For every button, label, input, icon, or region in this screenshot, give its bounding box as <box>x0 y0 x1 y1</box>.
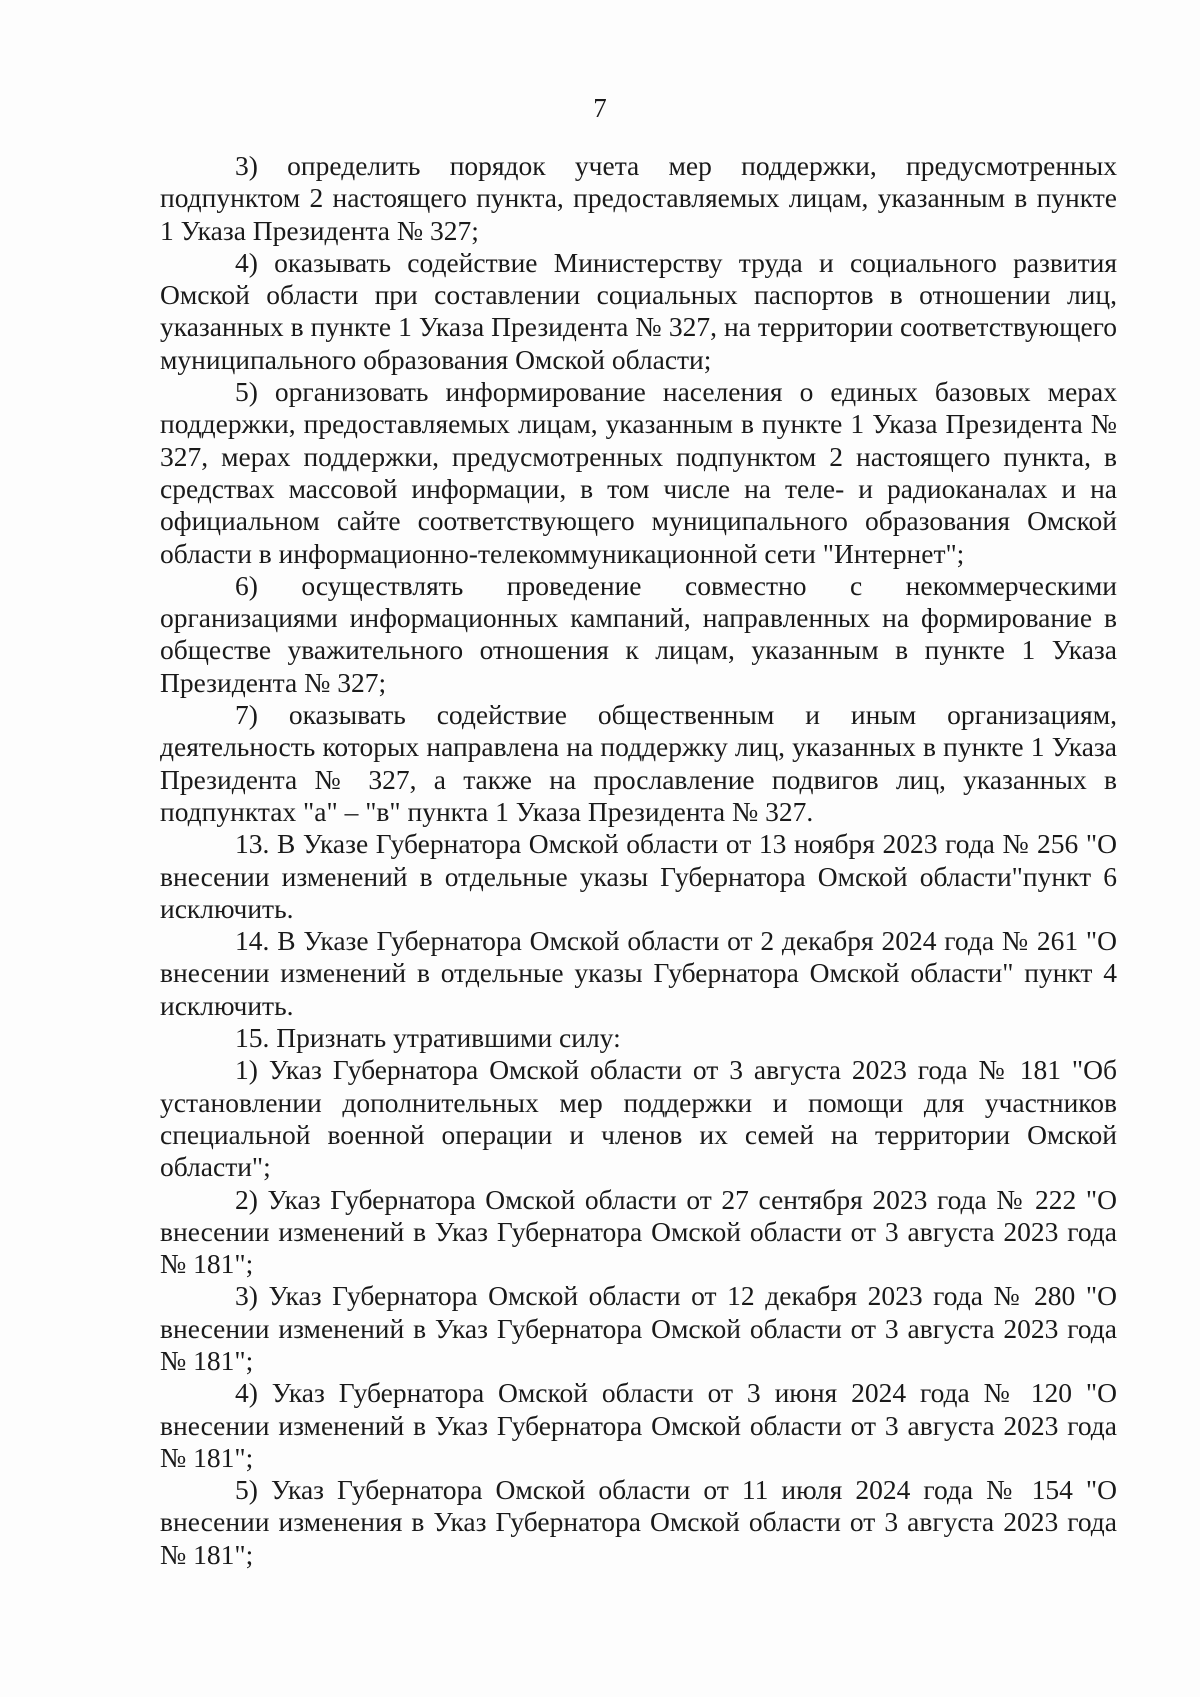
paragraph-item-7: 7) оказывать содействие общественным и иным организациям, деятельность которых направлена на поддержку лиц, указанных в пункте 1 Указа Президента № 327, а также на прославление подвигов лиц, указанных в подпунктах "а" – "в" пункта 1 Указа Президента № 327. <box>160 699 1117 827</box>
paragraph-repeal-1: 1) Указ Губернатора Омской области от 3 августа 2023 года № 181 "Об установлении дополнительных мер поддержки и помощи для участников специальной военной операции и членов их семей на территории Омской области"; <box>160 1054 1117 1183</box>
paragraph-item-6: 6) осуществлять проведение совместно с некоммерческими организациями информационных кампаний, направленных на формирование в обществе уважительного отношения к лицам, указанным в пункте 1 Указа Президента № 327; <box>160 569 1117 698</box>
document-body <box>160 150 1117 1571</box>
paragraph-repeal-3: 3) Указ Губернатора Омской области от 12 декабря 2023 года № 280 "О внесении изменений в Указ Губернатора Омской области от 3 августа 2023 года № 181"; <box>160 1280 1117 1376</box>
paragraph-repeal-5: 5) Указ Губернатора Омской области от 11 июля 2024 года № 154 "О внесении изменения в Указ Губернатора Омской области от 3 августа 2023 года № 181"; <box>160 1474 1117 1570</box>
page-number: 7 <box>593 93 607 123</box>
paragraph-section-14: 14. В Указе Губернатора Омской области от 2 декабря 2024 года № 261 "О внесении изменений в отдельные указы Губернатора Омской области" пункт 4 исключить. <box>160 925 1117 1021</box>
paragraph-item-5: 5) организовать информирование населения о единых базовых мерах поддержки, предоставляемых лицам, указанным в пункте 1 Указа Президента № 327, мерах поддержки, предусмотренных подпунктом 2 настоящего пункта, в средствах массовой информации, в том числе на теле- и радиоканалах и на официальном сайте соответствующего муниципального образования Омской области в информационно-телекоммуникационной сети "Интернет"; <box>160 376 1117 569</box>
paragraph-item-3: 3) определить порядок учета мер поддержки, предусмотренных подпунктом 2 настоящего пункта, предоставляемых лицам, указанным в пункте 1 Указа Президента № 327; <box>160 150 1117 246</box>
paragraph-item-4: 4) оказывать содействие Министерству труда и социального развития Омской области при составлении социальных паспортов в отношении лиц, указанных в пункте 1 Указа Президента № 327, на территории соответствующего муниципального образования Омской области; <box>160 246 1117 375</box>
paragraph-repeal-2: 2) Указ Губернатора Омской области от 27 сентября 2023 года № 222 "О внесении изменений в Указ Губернатора Омской области от 3 августа 2023 года № 181"; <box>160 1183 1117 1280</box>
paragraph-section-15: 15. Признать утратившими силу: <box>235 1022 621 1054</box>
paragraph-repeal-4: 4) Указ Губернатора Омской области от 3 июня 2024 года № 120 "О внесении изменений в Указ Губернатора Омской области от 3 августа 2023 года № 181"; <box>160 1377 1117 1473</box>
paragraph-section-13: 13. В Указе Губернатора Омской области от 13 ноября 2023 года № 256 "О внесении изменений в отдельные указы Губернатора Омской области"пункт 6 исключить. <box>160 828 1117 924</box>
